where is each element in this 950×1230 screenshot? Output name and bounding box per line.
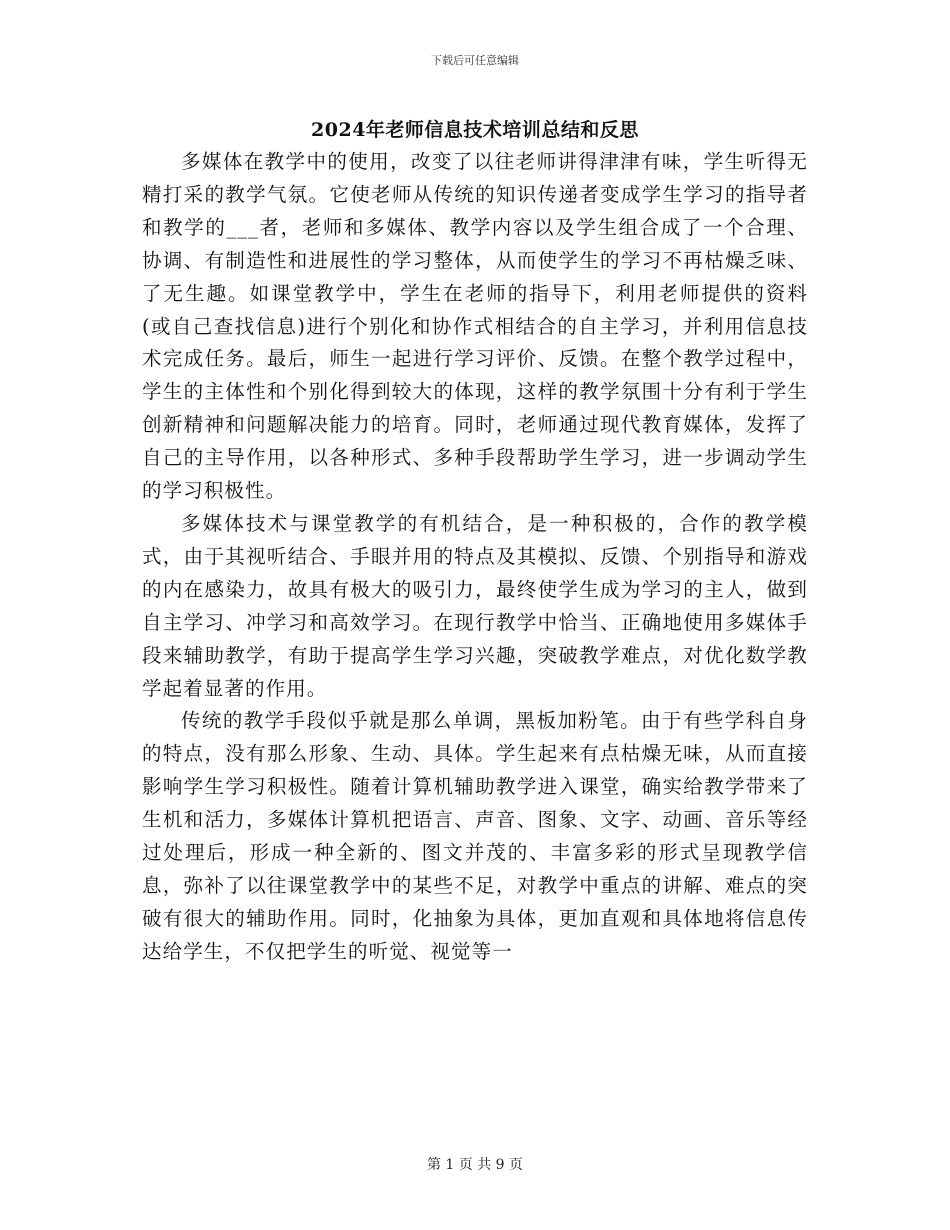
paragraph-2: 多媒体技术与课堂教学的有机结合，是一种积极的，合作的教学模式，由于其视听结合、手眼并用的特点及其模拟、反馈、个别指导和游戏的内在感染力，故具有极大的吸引力，最终使学生成为学习的主人，做到自主学习、冲学习和高效学习。在现行教学中恰当、正确地使用多媒体手段来辅助教学，有助于提高学生学习兴趣，突破教学难点，对优化数学教学起着显著的作用。 (142, 511, 808, 700)
header-note: 下载后可任意编辑 (431, 54, 519, 67)
paragraph-3: 传统的教学手段似乎就是那么单调，黑板加粉笔。由于有些学科自身的特点，没有那么形象、生动、具体。学生起来有点枯燥无味，从而直接影响学生学习积极性。随着计算机辅助教学进入课堂，确实给教学带来了生机和活力，多媒体计算机把语言、声音、图象、文字、动画、音乐等经过处理后，形成一种全新的、图文并茂的、丰富多彩的形式呈现教学信息，弥补了以往课堂教学中的某些不足，对教学中重点的讲解、难点的突破有很大的辅助作用。同时，化抽象为具体，更加直观和具体地将信息传达给学生，不仅把学生的听觉、视觉等一 (142, 709, 808, 963)
paragraph-1: 多媒体在教学中的使用，改变了以往老师讲得津津有味，学生听得无精打采的教学气氛。它使老师从传统的知识传递者变成学生学习的指导者和教学的___者，老师和多媒体、教学内容以及学生组合成了一个合理、协调、有制造性和进展性的学习整体，从而使学生的学习不再枯燥乏味、了无生趣。如课堂教学中，学生在老师的指导下，利用老师提供的资料(或自己查找信息)进行个别化和协作式相结合的自主学习，并利用信息技术完成任务。最后，师生一起进行学习评价、反馈。在整个教学过程中，学生的主体性和个别化得到较大的体现，这样的教学氛围十分有利于学生创新精神和问题解决能力的培育。同时，老师通过现代教育媒体，发挥了自己的主导作用，以各种形式、多种手段帮助学生学习，进一步调动学生的学习积极性。 (142, 150, 808, 503)
document-title: 2024年老师信息技术培训总结和反思 (311, 119, 639, 141)
page-number: 第 1 页 共 9 页 (426, 1157, 524, 1173)
document-body (142, 146, 808, 969)
